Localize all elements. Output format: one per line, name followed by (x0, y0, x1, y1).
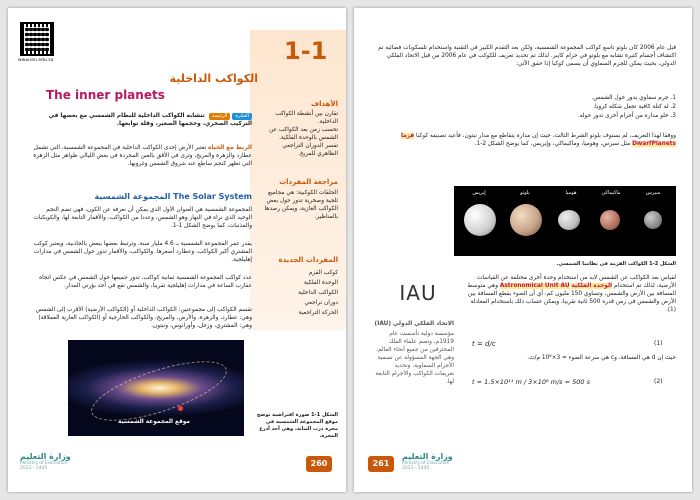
page-number-badge (306, 456, 332, 472)
iau-side-text: مؤسسة دولية تأسست عام 1919م، وتضم علماء الفلك المحترفين من جميع أنحاء العالم، وهي الجهة المسؤولة عن تسمية الأجرام السماوية، وتحديد تعريفات الكواكب والأجرام التابعة لها. (375, 331, 454, 385)
condition-item: 3. خلو مداره من أجرام أخرى تدور حوله. (577, 113, 676, 119)
footer-year: 2023 - 1445 (20, 466, 48, 471)
au-term-ar: الوحدة الفلكية (571, 283, 613, 289)
left-page (8, 8, 346, 492)
au-paragraph (460, 274, 676, 314)
planet-label: إيريس (472, 190, 486, 196)
iau-logo (390, 270, 446, 316)
footer-logo-text: وزارة التعليم (402, 452, 453, 461)
life-link-label: الربط مع الحياة (207, 145, 252, 151)
paragraph-2: يقدر عمر المجموعة الشمسية بـ 4.6 مليار سنة، وترتبط بعضها ببعض بالجاذبية، ويعتبر كوكب المشتري أكبر الكواكب، وعطارد أصغرها. والكواكب، والأقمار تدور حول الشمس في مدارات إهليلجية. (33, 241, 252, 263)
planet-makemake (600, 210, 620, 230)
figure-caption-1: الشكل 1-1 صورة افتراضية توضح موقع المجموعة الشمسية في مجرة درب التبانة، وهي أحد أذرع المجرة. (256, 412, 338, 439)
equation-1-number: (1) (654, 340, 663, 347)
objectives-title: الأهداف (310, 100, 338, 108)
page-title-ar: الكواكب الداخلية (169, 72, 258, 85)
planet-pluto (510, 204, 542, 236)
review-text: الحلقات الكوكبية: هي مجاميع ثلجية وصخرية تدور حول بعض الكواكب الغازية، ويمكن رصدها بالمناظير. (264, 190, 338, 220)
paragraph-1: المجموعة الشمسية هي العنوان الأول الذي يمكن أن نعرفه عن الكون، فهي تضم النجم الوحيد الذي نراه في النهار وهو الشمس، وعددا من الكواكب، والأقمار التابعة لها، والكويكبات والمذنبات، كما يوضح الشكل 1-1. (33, 207, 252, 229)
vocab-item: الكواكب الداخلية (298, 290, 338, 296)
objective-item: تفسر الدوران التراجعي الظاهري للمريخ. (282, 143, 338, 157)
vocab-item: دوران تراجعي (304, 300, 338, 306)
page-number-badge (368, 456, 394, 472)
dwarf-term-ar: قزما (401, 133, 415, 139)
equation-2: t = 1.5×10¹¹ m / 3×10⁸ m/s = 500 s (472, 378, 590, 386)
iau-side-title: الاتحاد الفلكي الدولي (IAU) (374, 321, 454, 327)
dwarf-planets-image (454, 186, 676, 256)
heading-en: The Solar System (173, 192, 252, 201)
main-idea-chip-2: الرئيسة (209, 113, 231, 120)
planet-haumea (558, 210, 580, 230)
main-idea (30, 112, 252, 128)
footer-sub: Ministry of Education (20, 461, 68, 466)
vocab-item: الحركة التراجعية (298, 310, 338, 316)
page-number: 260 (310, 459, 328, 468)
qr-caption: www.ien.edu.sa (18, 58, 54, 63)
objectives-list (260, 110, 338, 158)
paragraph-4: تقسم الكواكب إلى مجموعتين: الكواكب الداخلية أو (الكواكب الأرضية) الأقرب إلى الشمس وهي: عطارد، والزهرة، والأرض، والمريخ، والكواكب الخارجية أو (الكواكب الغازية العملاقة) وهي: المشتري، وزحل، وأورانوس، ونبتون. (35, 307, 252, 329)
heading-ar: المجموعة الشمسية (94, 192, 171, 201)
dwarf-text-end: مثل سيرس، وهوميا، وماكيماكي، وإيريس، كما يوضح الشكل 2-1. (474, 141, 631, 147)
condition-item: 1. جرم سماوي يدور حول الشمس. (591, 95, 676, 101)
qr-code[interactable] (20, 22, 54, 56)
footer-year: 2023 - 1445 (402, 466, 430, 471)
planet-ceres (644, 211, 662, 229)
au-text-start: لقياس بعد الكواكب عن الشمس لابد من استخدام وحدة أخرى مختلفة عن القياسات الأرضية، لذلك تم استخدام (476, 275, 676, 289)
objective-item: تقارن بين أنشطة الكواكب الداخلية. (275, 111, 338, 125)
planet-label: بلوتو (520, 190, 530, 196)
vocab-item: كوكب القزم (308, 270, 338, 276)
page-number: 261 (372, 459, 390, 468)
section-heading (30, 192, 252, 202)
figure-caption-2: الشكل 2-1 الكواكب القزمة في نظامنا الشمسي. (556, 261, 676, 267)
dwarf-term-en: DwarfPlanets (632, 141, 676, 147)
planet-label: هوميا (565, 190, 577, 196)
conditions-list (372, 94, 676, 121)
planet-eris (464, 204, 496, 236)
footer-sub: Ministry of Education (402, 461, 450, 466)
dwarf-paragraph (372, 132, 676, 148)
planet-label: ماكيماكي (601, 190, 621, 196)
vocab-list (260, 268, 338, 318)
galaxy-label: موقع المجموعة الشمسية (118, 419, 190, 425)
planet-label: سيرس (645, 190, 661, 196)
iau-logo-text: IAU (399, 281, 437, 305)
where-text: حيث إن d هي المسافة، وc هي سرعة الضوء = 3×10⁸ م/ث. (527, 355, 676, 361)
review-title: مراجعة المفردات (279, 178, 338, 186)
footer-logo-text: وزارة التعليم (20, 452, 71, 461)
right-page (354, 8, 692, 492)
objective-item: تحسب زمن بعد الكواكب عن الشمس بالوحدة الفلكية. (269, 127, 338, 141)
section-number: 1-1 (284, 37, 328, 65)
life-link-text: تعتبر الأرض إحدى الكواكب الداخلية في المجموعة الشمسية، التي تشمل عطارد والزهرة والمريخ، وترى في الأفق بالعين المجردة في بعض الليالي ظواهر مثل الزهرة التي تظهر كنجم ساطع عند شروق الشمس وغروبها. (33, 145, 252, 167)
equation-2-number: (2) (654, 378, 663, 385)
solar-system-marker (178, 406, 183, 411)
dwarf-text-start: ووفقا لهذا التعريف، لم يستوف بلوتو الشرط الثالث، حيث إن مداره يتقاطع مع مدار نبتون، فأعيد تصنيفه كوكبا (416, 133, 676, 139)
page-title-en: The inner planets (46, 88, 165, 102)
main-idea-chip-1: الفكرة (232, 113, 252, 120)
au-term-en: Astronomical Unit AU (499, 283, 570, 289)
galaxy-image (68, 340, 244, 436)
au-text-end: وهي متوسط المسافة بين الأرض والشمس، وتساوي 150 مليون كم، أي أن الضوء يقطع المسافة بين الأرض والشمس في زمن قدره 500 ثانية تقريبا، ويمكن حساب ذلك باستخدام المعادلة (1). (467, 283, 676, 313)
paragraph-3: عدد كواكب المجموعة الشمسية ثمانية كواكب، تدور جميعها حول الشمس في عكس اتجاه عقارب الساعة في مدارات إهليلجية تقريبا، والشمس تقع في أحد بؤرتي المدار. (39, 275, 252, 289)
life-link (30, 144, 252, 168)
equation-1: t = d/c (472, 340, 496, 348)
condition-item: 2. له كتلة كافية تجعل شكله كرويا. (593, 104, 676, 110)
vocab-title: المفردات الجديدة (278, 256, 338, 264)
vocab-item: الوحدة الفلكية (303, 280, 338, 286)
ministry-logo (402, 452, 453, 471)
ministry-logo (20, 452, 71, 471)
main-idea-text: تتشابه الكواكب الداخلية للنظام الشمسي مع بعضها في التركيب الصخري، وحجمها الصغير، وقلة توابعها. (48, 113, 252, 127)
intro-paragraph: قبل عام 2006 كان بلوتو تاسع كواكب المجموعة الشمسية، ولكن بعد التقدم الكبير في التقنية واستخدام تلسكوبات فضائية تم اكتشاف أجسام كثيرة تشابه مع بلوتو في حزام كايبر. لذلك تم تحديد تعريف للكوكب في عام 2006 من قبل الاتحاد الفلكي الدولي، بحيث يمكن للجرم السماوي أن يسمى كوكبا إذا حقق الآتي: (377, 45, 676, 67)
